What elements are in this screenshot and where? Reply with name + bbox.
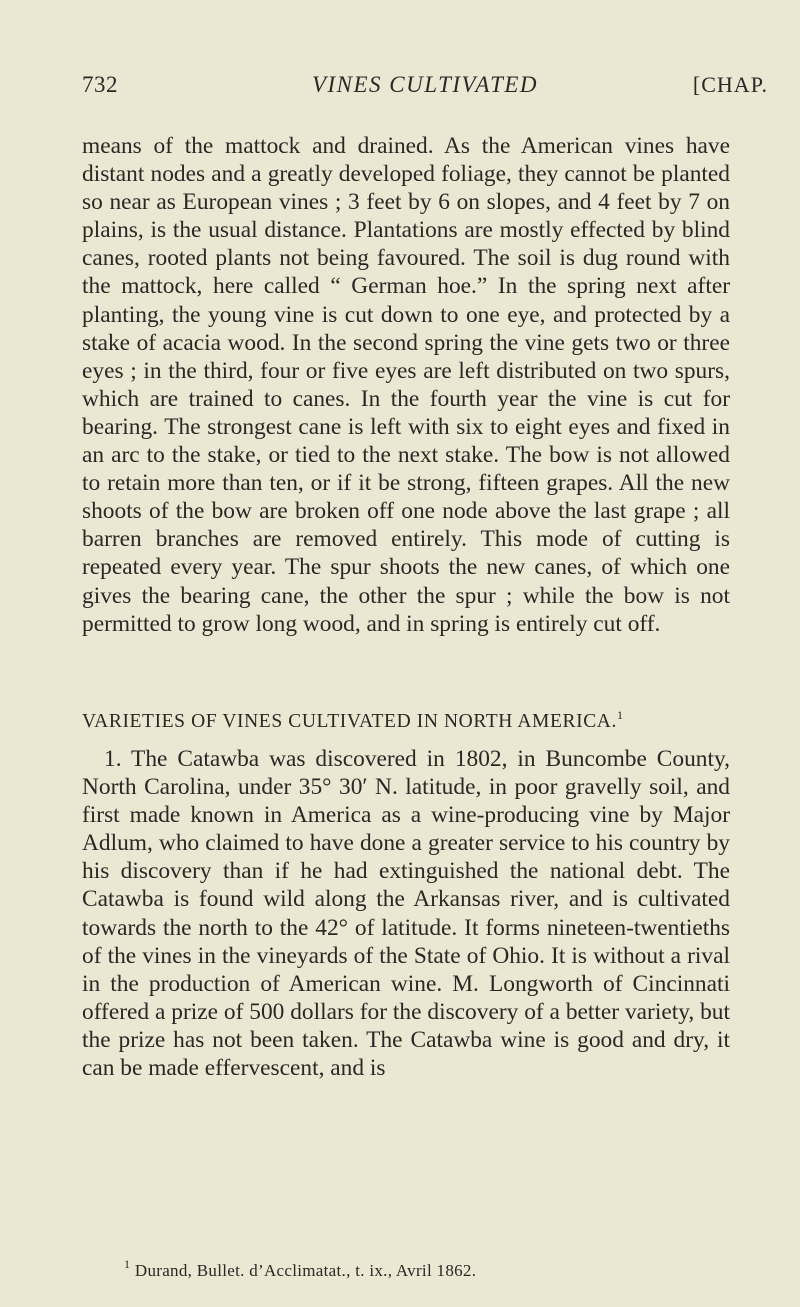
footnote-marker: 1 [124,1257,131,1271]
running-title: VINES CULTIVATED [311,72,539,97]
footnote-reference: 1 [616,708,624,722]
chapter-mark: [CHAP. [692,72,768,97]
section-heading [82,708,730,733]
footnote [82,1257,730,1281]
running-head [82,72,768,106]
paragraph-cultivation-method: means of the mattock and drained. As the American vines have distant nodes and a greatly developed foliage, they cannot be planted so near as European vines ; 3 feet by 6 on slopes, and 4 feet by 7 on plains, is the usual distance. Plantations are mostly effected by blind canes, rooted plants not being favoured. The soil is dug round with the mattock, here called “ German hoe.” In the spring next after planting, the young vine is cut down to one eye, and protected by a stake of acacia wood. In the second spring the vine gets two or three eyes ; in the third, four or five eyes are left distributed on two spurs, which are trained to canes. In the fourth year the vine is cut for bearing. The strongest cane is left with six to eight eyes and fixed in an arc to the stake, or tied to the next stake. The bow is not allowed to retain more than ten, or if it be strong, fifteen grapes. All the new shoots of the bow are broken off one node above the last grape ; all barren branches are removed entirely. This mode of cutting is repeated every year. The spur shoots the new canes, of which one gives the bearing cane, the other the spur ; while the bow is not permitted to grow long wood, and in spring is entirely cut off. [82,133,730,637]
paragraph-catawba: 1. The Catawba was discovered in 1802, in Buncombe County, North Carolina, under 35° 30′ N. latitude, in poor gravelly soil, and first made known in America as a wine-producing vine by Major Adlum, who claimed to have done a greater service to his country by his discovery than if he had extinguished the national debt. The Catawba is found wild along the Arkansas river, and is cultivated towards the north to the 42° of latitude. It forms nineteen-twentieths of the vines in the vineyards of the State of Ohio. It is without a rival in the production of American wine. M. Longworth of Cincinnati offered a prize of 500 dollars for the discovery of a better variety, but the prize has not been taken. The Catawba wine is good and dry, it can be made effervescent, and is [82,746,730,1082]
page-number: 732 [82,72,118,97]
footnote-text: Durand, Bullet. d’Acclimatat., t. ix., Avril 1862. [134,1261,477,1280]
section-heading-text: VARIETIES OF VINES CULTIVATED IN NORTH AMERICA. [82,711,617,732]
